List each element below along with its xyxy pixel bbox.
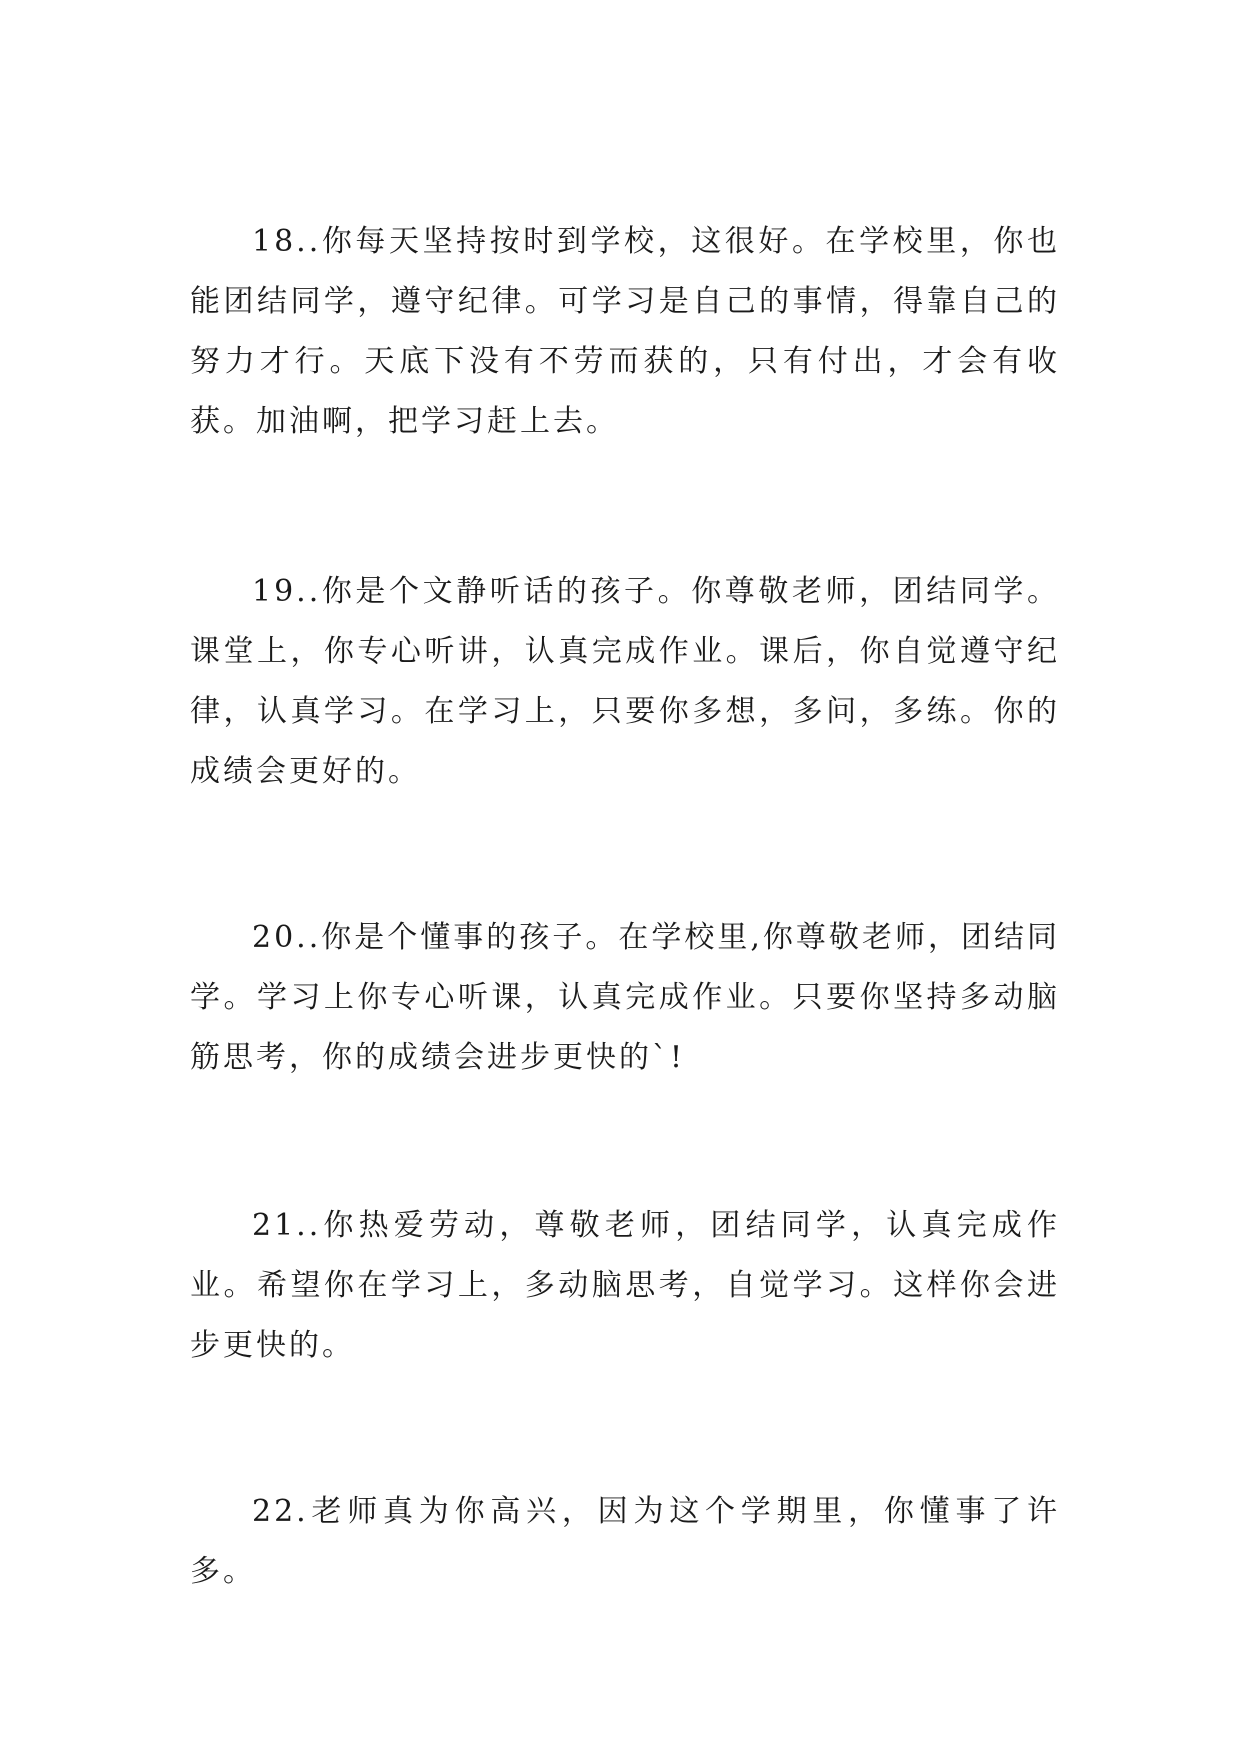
paragraph-20: 20..你是个懂事的孩子。在学校里,你尊敬老师，团结同学。学习上你专心听课，认真完成作业。只要你坚持多动脑筋思考，你的成绩会进步更快的`!	[190, 920, 1060, 1075]
paragraph-21: 21..你热爱劳动，尊敬老师，团结同学，认真完成作业。希望你在学习上，多动脑思考，自觉学习。这样你会进步更快的。	[190, 1208, 1060, 1363]
paragraph-18: 18..你每天坚持按时到学校，这很好。在学校里，你也能团结同学，遵守纪律。可学习是自己的事情，得靠自己的努力才行。天底下没有不劳而获的，只有付出，才会有收获。加油啊，把学习赶上去。	[190, 224, 1060, 439]
paragraph-22: 22.老师真为你高兴，因为这个学期里，你懂事了许多。	[190, 1494, 1060, 1589]
paragraph-19: 19..你是个文静听话的孩子。你尊敬老师，团结同学。课堂上，你专心听讲，认真完成作业。课后，你自觉遵守纪律，认真学习。在学习上，只要你多想，多问，多练。你的成绩会更好的。	[190, 574, 1060, 789]
